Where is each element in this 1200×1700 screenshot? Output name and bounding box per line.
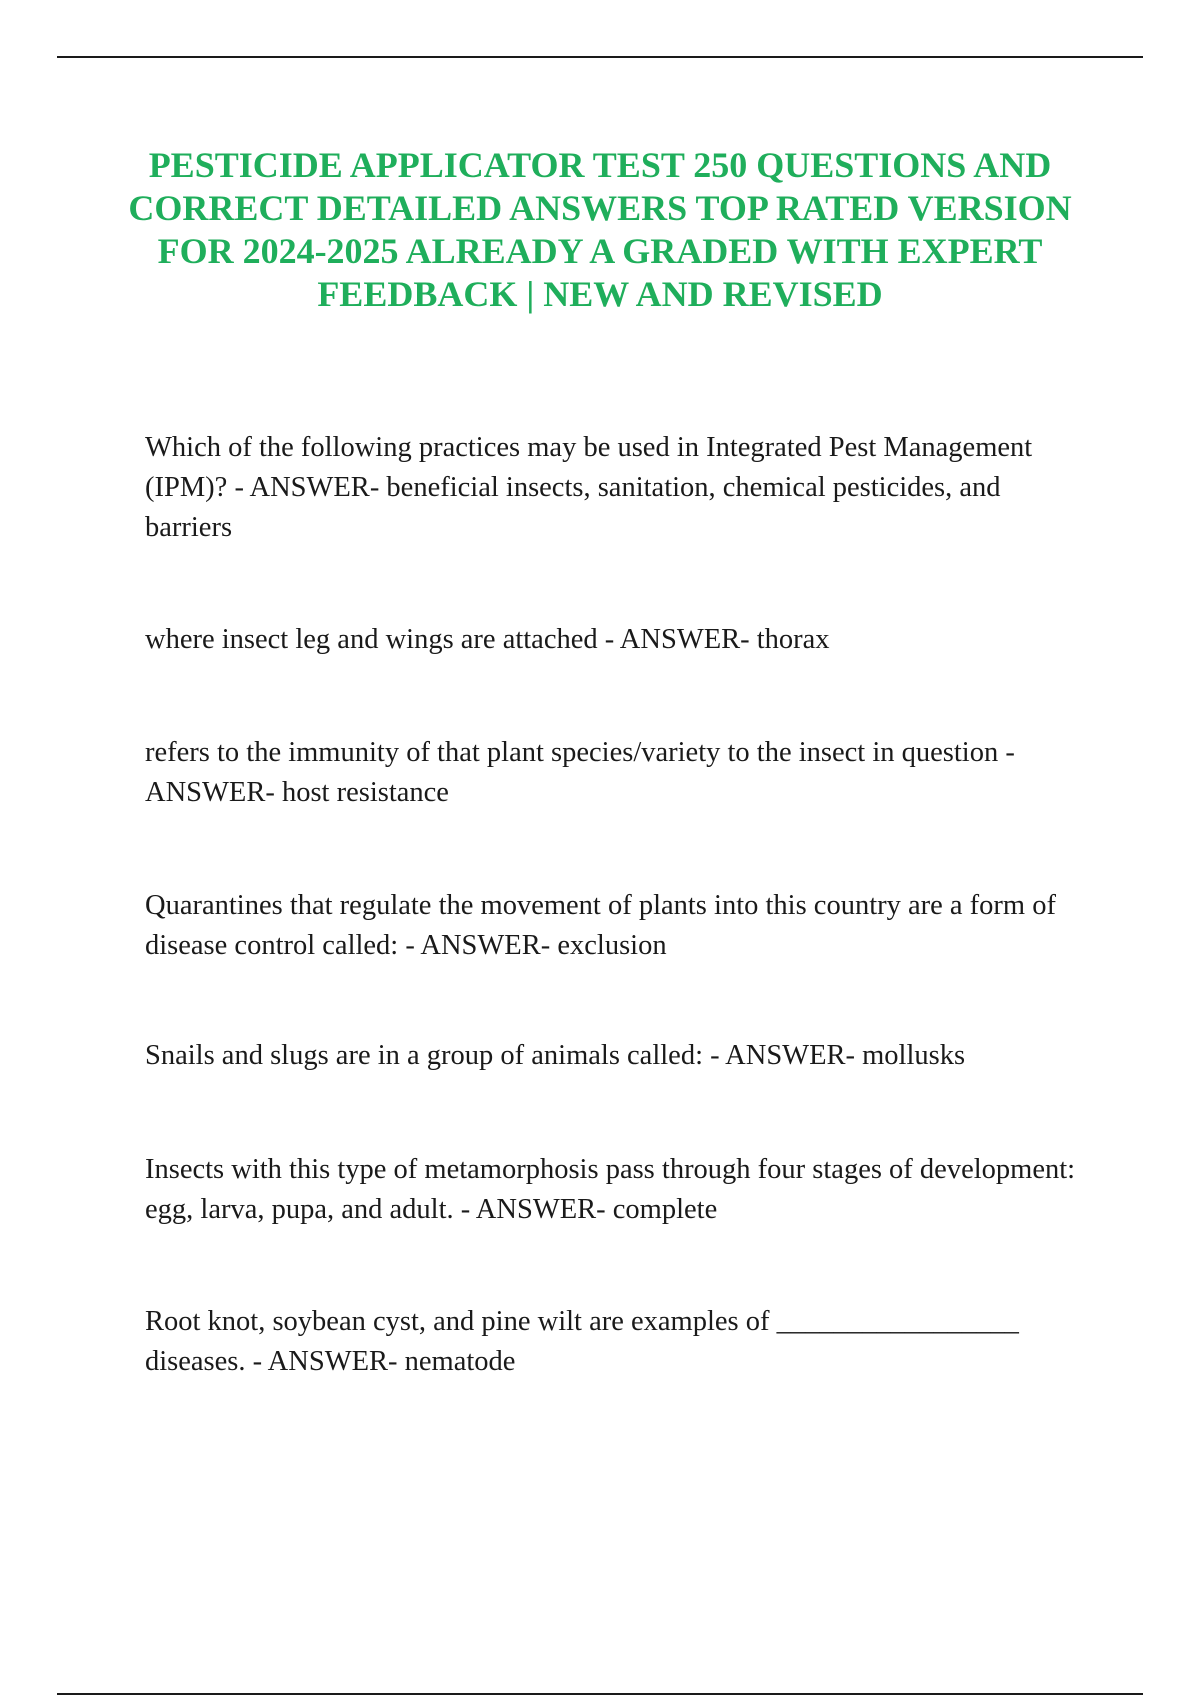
qa-item-3: refers to the immunity of that plant species/variety to the insect in question - ANSWER- host resistance [145, 737, 1015, 808]
qa-item-7: Root knot, soybean cyst, and pine wilt are examples of _________________ diseases. - ANSWER- nematode [145, 1306, 1019, 1377]
qa-item-1: Which of the following practices may be used in Integrated Pest Management (IPM)? - ANSWER- beneficial insects, sanitation, chemical pesticides, and barriers [145, 432, 1033, 543]
qa-item-6: Insects with this type of metamorphosis pass through four stages of development: egg, larva, pupa, and adult. - ANSWER- complete [145, 1154, 1076, 1225]
qa-item-4: Quarantines that regulate the movement of plants into this country are a form of disease control called: - ANSWER- exclusion [145, 890, 1056, 961]
qa-item-2: where insect leg and wings are attached - ANSWER- thorax [145, 624, 830, 655]
top-rule [57, 56, 1143, 58]
bottom-rule [57, 1693, 1143, 1695]
qa-item-5: Snails and slugs are in a group of animals called: - ANSWER- mollusks [145, 1040, 966, 1071]
document-title: PESTICIDE APPLICATOR TEST 250 QUESTIONS AND CORRECT DETAILED ANSWERS TOP RATED VERSION FOR 2024-2025 ALREADY A GRADED WITH EXPERT FEEDBACK | NEW AND REVISED [128, 145, 1072, 314]
